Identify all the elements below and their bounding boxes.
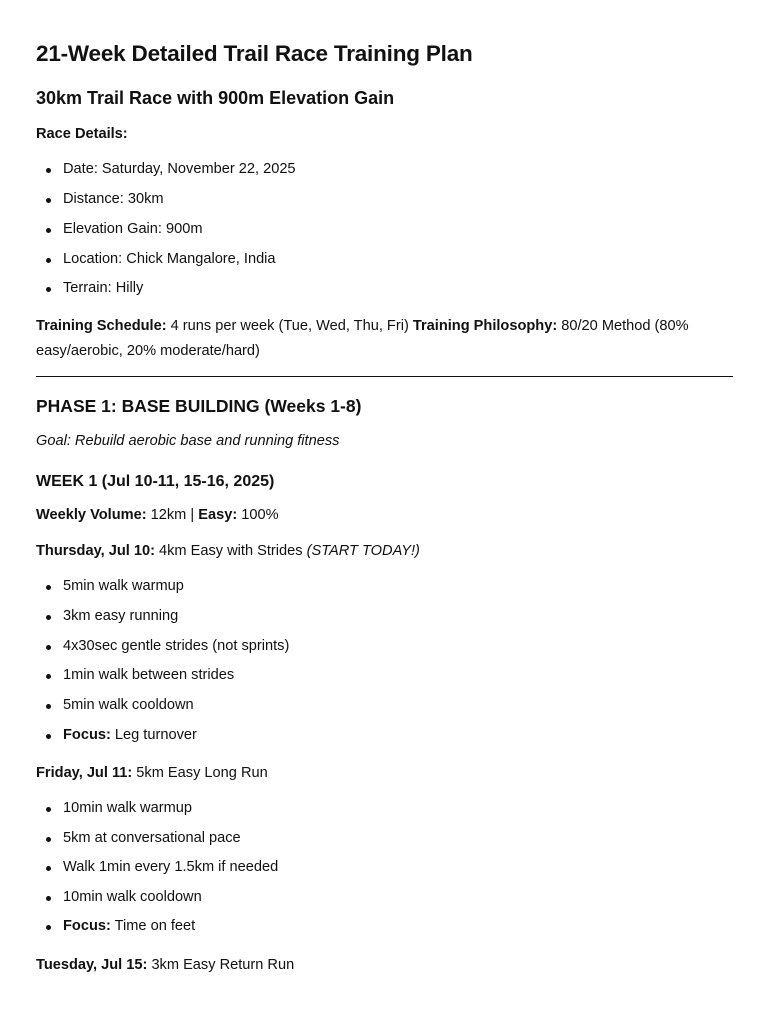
race-detail-item: Terrain: Hilly bbox=[63, 280, 144, 296]
workout-focus-item bbox=[63, 727, 197, 743]
training-philosophy-label: Training Philosophy: bbox=[412, 318, 558, 334]
workout-step-item: 4x30sec gentle strides (not sprints) bbox=[63, 638, 290, 654]
tuesday-workout-line bbox=[36, 953, 294, 978]
training-schedule-text: 4 runs per week (Tue, Wed, Thu, Fri) bbox=[166, 318, 413, 334]
friday-label: Friday, Jul 11: bbox=[36, 765, 133, 781]
thursday-workout-line bbox=[36, 539, 420, 564]
focus-text: Leg turnover bbox=[110, 727, 197, 743]
weekly-volume-label: Weekly Volume: bbox=[36, 507, 147, 523]
workout-step-item: 10min walk warmup bbox=[63, 800, 192, 816]
workout-step-item: 5min walk warmup bbox=[63, 578, 184, 594]
race-detail-item: Location: Chick Mangalore, India bbox=[63, 251, 276, 267]
easy-text: 100% bbox=[237, 507, 279, 523]
race-detail-item: Elevation Gain: 900m bbox=[63, 221, 203, 237]
training-schedule-label: Training Schedule: bbox=[36, 318, 167, 334]
workout-step-item: 1min walk between strides bbox=[63, 667, 235, 683]
friday-text: 5km Easy Long Run bbox=[132, 765, 268, 781]
easy-label: Easy: bbox=[198, 507, 238, 523]
horizontal-divider bbox=[36, 376, 733, 377]
race-detail-item: Distance: 30km bbox=[63, 191, 164, 207]
training-schedule-paragraph bbox=[36, 314, 733, 364]
thursday-note: (START TODAY!) bbox=[306, 543, 420, 559]
workout-step-item: 5min walk cooldown bbox=[63, 697, 194, 713]
tuesday-text: 3km Easy Return Run bbox=[147, 957, 295, 973]
workout-focus-item bbox=[63, 918, 195, 934]
page-subtitle: 30km Trail Race with 900m Elevation Gain bbox=[36, 88, 395, 108]
weekly-volume-line bbox=[36, 503, 279, 528]
focus-text: Time on feet bbox=[110, 918, 196, 934]
weekly-volume-text: 12km | bbox=[146, 507, 199, 523]
race-details-heading: Race Details: bbox=[36, 126, 128, 142]
workout-step-item: 5km at conversational pace bbox=[63, 830, 241, 846]
training-philosophy-text: 80/20 Method (80% easy/aerobic, 20% moderate/hard) bbox=[36, 318, 689, 359]
focus-label: Focus: bbox=[63, 727, 111, 743]
phase-heading: PHASE 1: BASE BUILDING (Weeks 1-8) bbox=[36, 396, 362, 416]
thursday-label: Thursday, Jul 10: bbox=[36, 543, 155, 559]
thursday-text: 4km Easy with Strides bbox=[154, 543, 307, 559]
page-title: 21-Week Detailed Trail Race Training Plan bbox=[36, 41, 473, 66]
tuesday-label: Tuesday, Jul 15: bbox=[36, 957, 148, 973]
friday-workout-line bbox=[36, 761, 268, 786]
workout-step-item: Walk 1min every 1.5km if needed bbox=[63, 859, 279, 875]
workout-step-item: 3km easy running bbox=[63, 608, 179, 624]
focus-label: Focus: bbox=[63, 918, 111, 934]
workout-step-item: 10min walk cooldown bbox=[63, 889, 202, 905]
week-heading: WEEK 1 (Jul 10-11, 15-16, 2025) bbox=[36, 473, 275, 490]
race-detail-item: Date: Saturday, November 22, 2025 bbox=[63, 161, 296, 177]
phase-goal: Goal: Rebuild aerobic base and running fitness bbox=[36, 433, 340, 449]
